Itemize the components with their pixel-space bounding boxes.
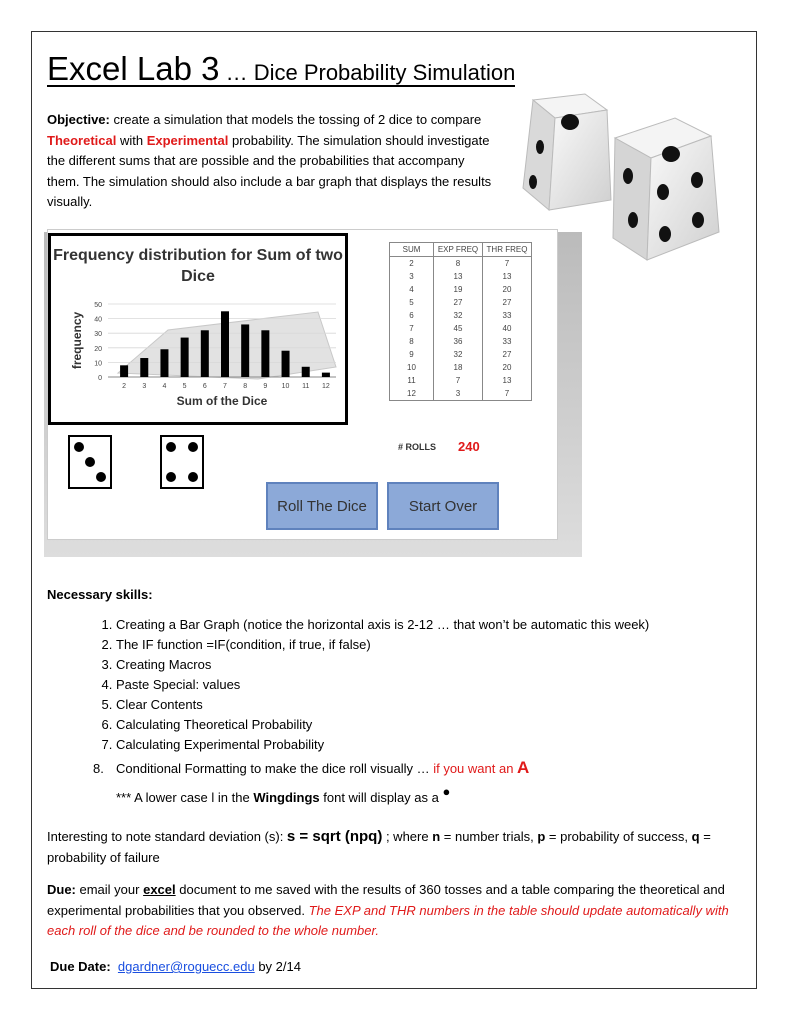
x-tick-label: 6 [202,383,207,390]
skills-list [93,615,756,755]
table-cell: 32 [434,348,483,361]
stddev-line2: probability of failure [47,849,160,865]
pip [166,472,176,482]
chart-title-text: Frequency distribution for Sum of two Dice [53,247,343,285]
table-cell: 9 [390,348,434,361]
x-axis-label: Sum of the Dice [176,394,268,408]
y-tick-label: 40 [94,316,102,324]
table-cell: 45 [434,322,483,335]
y-tick-label: 50 [94,302,102,309]
table-cell: 27 [483,296,532,309]
stddev-mid4: = [699,829,711,844]
simulation-screenshot [47,229,558,540]
due-t2: document to me saved with the results of 360 tosses and a table comparing the theoretical and [175,882,725,897]
bullet-symbol: ● [442,784,451,799]
pip [188,442,198,452]
table-cell: 13 [483,374,532,387]
table-cell: 13 [483,270,532,283]
bar [261,330,269,377]
table-row [390,309,532,322]
table-row [390,296,532,309]
table-cell: 2 [390,257,434,271]
theoretical-word: Theoretical [47,132,117,148]
pip [166,442,176,452]
table-cell: 6 [390,309,434,322]
table-cell: 20 [483,283,532,296]
table-row [390,270,532,283]
x-tick-label: 7 [223,383,227,390]
start-over-button[interactable]: Start Over [387,482,499,530]
bar [302,367,310,377]
with-word: with [116,132,147,148]
chart-plot [51,236,345,422]
roll-the-dice-button[interactable]: Roll The Dice [266,482,378,530]
excel-word: excel [143,882,176,897]
y-tick-label: 10 [94,360,102,368]
table-cell: 8 [390,335,434,348]
die-face-three [68,435,112,489]
table-cell: 5 [390,296,434,309]
table-cell: 27 [434,296,483,309]
table-cell: 18 [434,361,483,374]
note-post: font will display as a [319,790,443,805]
rolls-value: 240 [458,439,480,454]
stddev-mid1: ; where [382,829,433,844]
pip [96,472,106,482]
table-cell: 19 [434,283,483,296]
objective-label: Objective: [47,112,110,127]
x-tick-label: 2 [122,383,127,390]
bar [201,330,209,377]
due-t3: experimental probabilities that you observed. [47,902,309,918]
bar [181,338,189,377]
table-row [390,374,532,387]
table-row [390,387,532,401]
skill-item: 7. Calculating Experimental Probability [116,735,756,755]
due-date-line [50,957,301,978]
y-tick-label: 0 [98,375,102,382]
table-cell: 33 [483,309,532,322]
table-cell: 7 [390,322,434,335]
skill-item: 6. Calculating Theoretical Probability [116,715,756,735]
x-tick-label: 11 [302,383,310,390]
due-red-1: The EXP and THR numbers in the table should update automatically with [308,902,729,918]
y-axis-label: frequency [70,311,84,370]
table-cell: 4 [390,283,434,296]
table-cell: 11 [390,374,434,387]
x-tick-label: 12 [322,383,330,390]
y-tick-label: 20 [94,345,102,353]
stddev-mid2: = number trials, [440,829,538,844]
bar [120,365,128,377]
skill-item-8: 8. Conditional Formatting to make the dice roll visually … if you want an A [93,758,530,777]
table-row [390,361,532,374]
table-cell: 32 [434,309,483,322]
table-row [390,348,532,361]
skills-heading: Necessary skills: [47,587,153,602]
objective-line-5: visually. [47,194,93,209]
due-date-label: Due Date: [50,959,111,974]
due-t1: email your [75,882,144,897]
x-tick-label: 5 [182,383,187,390]
table-cell: 8 [434,257,483,271]
skill-item: 5. Clear Contents [116,695,756,715]
bar [140,358,148,377]
bar [241,324,249,377]
grade-a: A [517,758,530,777]
y-tick-label: 30 [94,331,102,339]
skill-item: 2. The IF function =IF(condition, if true, if false) [116,635,756,655]
skill-item: 1. Creating a Bar Graph (notice the horizontal axis is 2-12 … that won’t be automatic this week) [116,615,756,635]
objective-text-2: probability. The simulation should investigate [228,132,490,148]
table-row [390,335,532,348]
skill-item: 4. Paste Special: values [116,675,756,695]
objective-paragraph [47,110,507,213]
var-p: p [537,829,546,844]
table-row [390,322,532,335]
table-row [390,283,532,296]
pip [85,457,95,467]
due-label: Due: [47,882,76,897]
table-cell: 40 [483,322,532,335]
x-tick-label: 3 [142,383,147,390]
table-cell: 27 [483,348,532,361]
frequency-chart [48,233,348,425]
table-cell: 7 [434,374,483,387]
due-red-2: each roll of the dice and be rounded to the whole number. [47,923,379,938]
var-q: q [691,829,700,844]
stddev-formula: s = sqrt (npq) [286,828,383,845]
table-cell: 20 [483,361,532,374]
table-cell: 10 [390,361,434,374]
x-tick-label: 4 [162,383,167,390]
page-title [47,52,515,87]
bar [322,373,330,377]
due-date-suffix: by 2/14 [254,959,301,974]
pip [74,442,84,452]
table-cell: 33 [483,335,532,348]
die-face-four [160,435,204,489]
table-cell: 36 [434,335,483,348]
table-cell: 3 [390,270,434,283]
bar [160,349,168,377]
rolls-label: # ROLLS [398,442,437,452]
table-header: EXP FREQ [434,243,483,257]
table-header: SUM [390,243,434,257]
var-n: n [432,829,441,844]
table-cell: 13 [434,270,483,283]
bar [282,351,290,377]
skill-item-8-text: Conditional Formatting to make the dice roll visually … [116,761,434,776]
pip [188,472,198,482]
email-link[interactable]: dgardner@roguecc.edu [117,959,255,974]
table-row [390,257,532,271]
note-wingdings: Wingdings [253,790,320,805]
x-tick-label: 10 [281,383,290,390]
x-tick-label: 9 [263,383,268,390]
table-cell: 7 [483,387,532,401]
table-cell: 7 [483,257,532,271]
table-cell: 12 [390,387,434,401]
stddev-paragraph [47,827,747,868]
due-paragraph [47,880,747,942]
note-pre: *** A lower case l in the [116,790,254,805]
skill-item: 3. Creating Macros [116,655,756,675]
title-sub: … Dice Probability Simulation [225,60,516,85]
skill-item-8-red: if you want an [433,761,518,776]
title-main: Excel Lab 3 [47,50,220,87]
stddev-mid3: = probability of success, [545,829,692,844]
frequency-table [389,242,532,401]
wingdings-note [116,784,451,809]
objective-text-1: create a simulation that models the tossing of 2 dice to compare [109,112,482,127]
objective-line-4: them. The simulation should also include a bar graph that displays the results [47,173,492,189]
experimental-word: Experimental [146,132,229,148]
x-tick-label: 8 [243,383,248,390]
table-cell: 3 [434,387,483,401]
bar [221,311,229,377]
objective-line-3: the different sums that are possible and the probabilities that accompany [47,153,465,168]
table-header: THR FREQ [483,243,532,257]
stddev-pre: Interesting to note standard deviation (s): [47,829,287,844]
